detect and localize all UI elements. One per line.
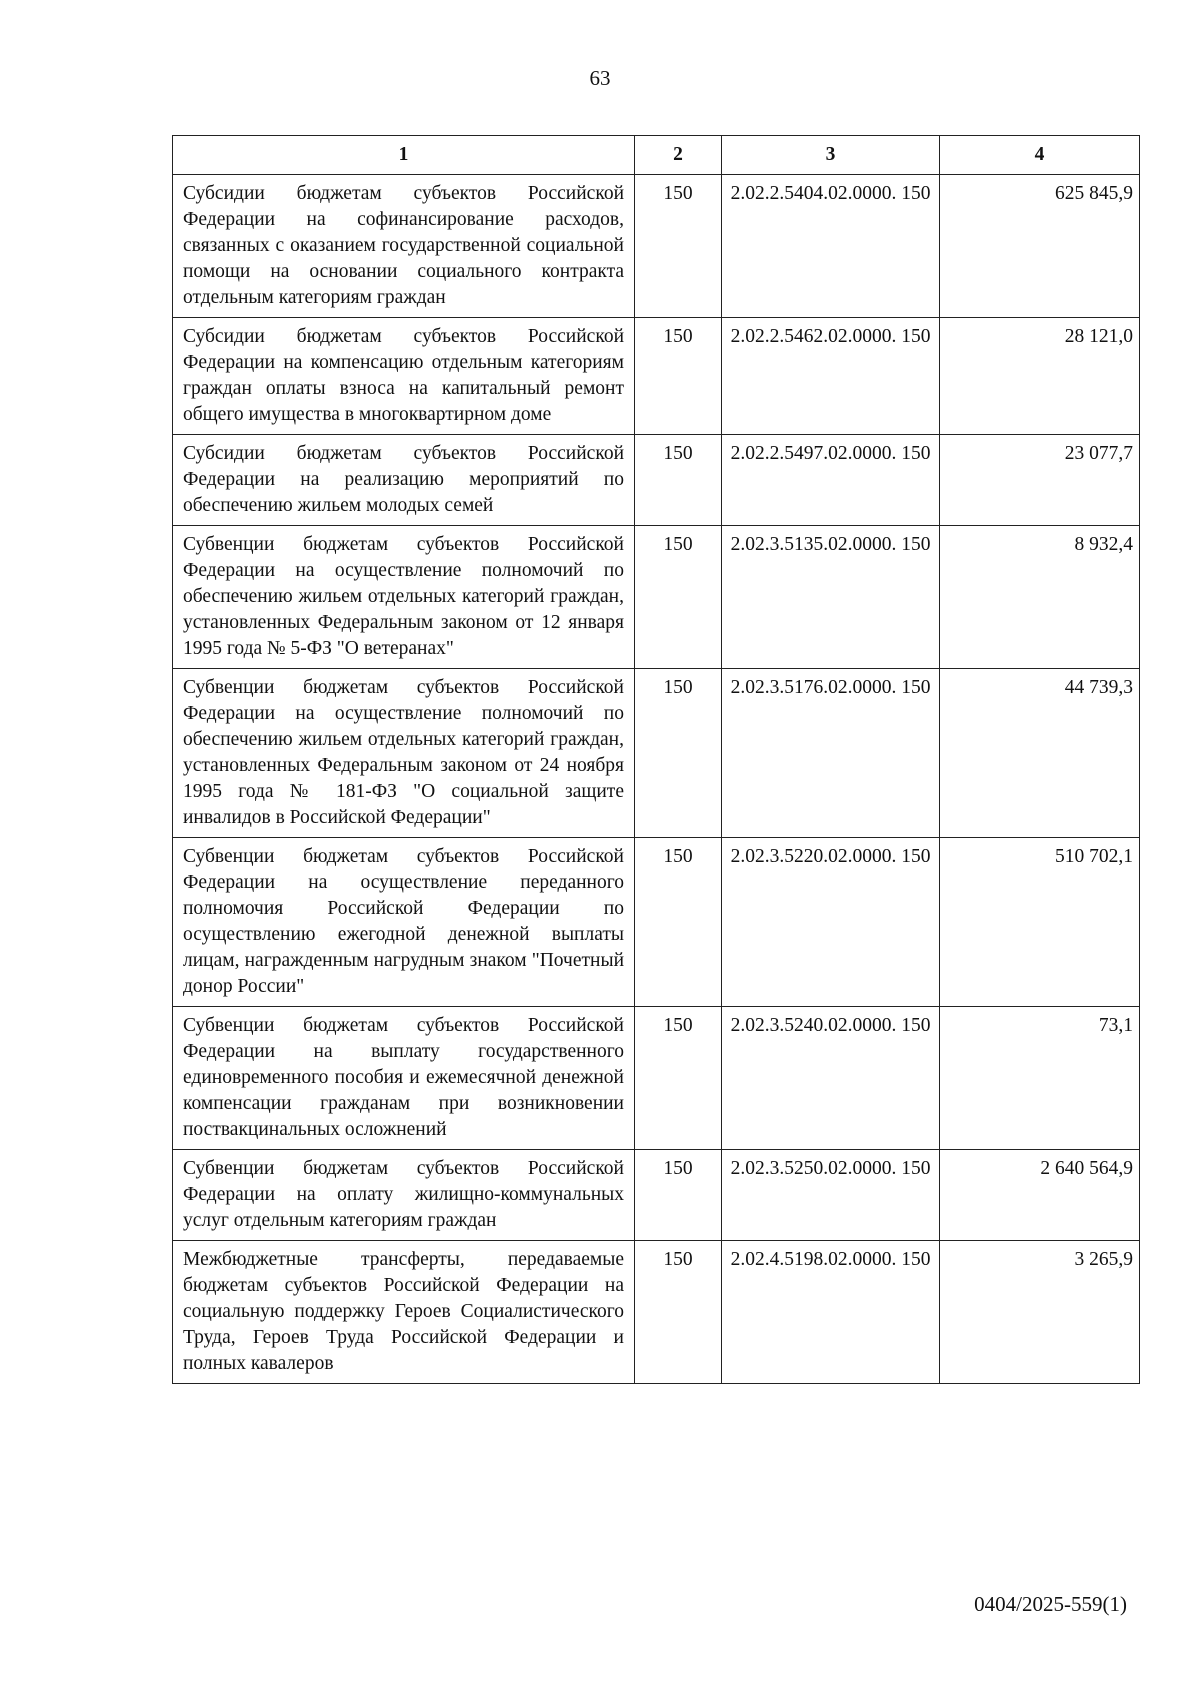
- row-amount: 8 932,4: [940, 526, 1140, 669]
- table-row: [173, 1150, 1140, 1241]
- row-type: 150: [635, 435, 722, 526]
- row-amount: 73,1: [940, 1007, 1140, 1150]
- row-type: 150: [635, 318, 722, 435]
- row-name: Субсидии бюджетам субъектов Российской Федерации на компенсацию отдельным категориям граждан оплаты взноса на капитальный ремонт общего имущества в многоквартирном доме: [173, 318, 635, 435]
- row-amount: 23 077,7: [940, 435, 1140, 526]
- row-name: Субвенции бюджетам субъектов Российской Федерации на осуществление полномочий по обеспечению жильем отдельных категорий граждан, установленных Федеральным законом от 12 января 1995 года № 5-ФЗ "О ветеранах": [173, 526, 635, 669]
- column-header-3: 3: [722, 136, 940, 175]
- row-name: Субсидии бюджетам субъектов Российской Федерации на софинансирование расходов, связанных с оказанием государственной социальной помощи на основании социального контракта отдельным категориям граждан: [173, 175, 635, 318]
- row-code: 2.02.3.5176.02.0000. 150: [722, 669, 940, 838]
- row-name: Субсидии бюджетам субъектов Российской Федерации на реализацию мероприятий по обеспечению жильем молодых семей: [173, 435, 635, 526]
- table-row: [173, 318, 1140, 435]
- table-row: [173, 175, 1140, 318]
- row-code: 2.02.4.5198.02.0000. 150: [722, 1241, 940, 1384]
- budget-table: [172, 135, 1140, 1384]
- row-name: Субвенции бюджетам субъектов Российской Федерации на осуществление переданного полномочия Российской Федерации по осуществлению ежегодной денежной выплаты лицам, награжденным нагрудным знаком "Почетный донор России": [173, 838, 635, 1007]
- row-code: 2.02.2.5462.02.0000. 150: [722, 318, 940, 435]
- table-row: [173, 838, 1140, 1007]
- table-header-row: [173, 136, 1140, 175]
- column-header-1: 1: [173, 136, 635, 175]
- table-row: [173, 669, 1140, 838]
- row-name: Субвенции бюджетам субъектов Российской Федерации на оплату жилищно-коммунальных услуг отдельным категориям граждан: [173, 1150, 635, 1241]
- row-type: 150: [635, 1241, 722, 1384]
- page-number: 63: [589, 66, 611, 90]
- column-header-2: 2: [635, 136, 722, 175]
- row-name: Субвенции бюджетам субъектов Российской Федерации на выплату государственного единовременного пособия и ежемесячной денежной компенсации гражданам при возникновении поствакцинальных осложнений: [173, 1007, 635, 1150]
- table-row: [173, 1007, 1140, 1150]
- row-amount: 510 702,1: [940, 838, 1140, 1007]
- table-row: [173, 526, 1140, 669]
- row-code: 2.02.2.5404.02.0000. 150: [722, 175, 940, 318]
- column-header-4: 4: [940, 136, 1140, 175]
- row-name: Субвенции бюджетам субъектов Российской Федерации на осуществление полномочий по обеспечению жильем отдельных категорий граждан, установленных Федеральным законом от 24 ноября 1995 года № 181-ФЗ "О социальной защите инвалидов в Российской Федерации": [173, 669, 635, 838]
- row-type: 150: [635, 838, 722, 1007]
- row-amount: 3 265,9: [940, 1241, 1140, 1384]
- document-registration-code: 0404/2025-559(1): [974, 1592, 1127, 1616]
- row-code: 2.02.3.5135.02.0000. 150: [722, 526, 940, 669]
- row-type: 150: [635, 1150, 722, 1241]
- row-amount: 44 739,3: [940, 669, 1140, 838]
- row-type: 150: [635, 175, 722, 318]
- row-code: 2.02.2.5497.02.0000. 150: [722, 435, 940, 526]
- row-name: Межбюджетные трансферты, передаваемые бюджетам субъектов Российской Федерации на социальную поддержку Героев Социалистического Труда, Героев Труда Российской Федерации и полных кавалеров: [173, 1241, 635, 1384]
- row-type: 150: [635, 669, 722, 838]
- row-code: 2.02.3.5240.02.0000. 150: [722, 1007, 940, 1150]
- table-row: [173, 435, 1140, 526]
- row-code: 2.02.3.5250.02.0000. 150: [722, 1150, 940, 1241]
- row-type: 150: [635, 1007, 722, 1150]
- row-amount: 625 845,9: [940, 175, 1140, 318]
- row-amount: 28 121,0: [940, 318, 1140, 435]
- table-row: [173, 1241, 1140, 1384]
- row-amount: 2 640 564,9: [940, 1150, 1140, 1241]
- row-code: 2.02.3.5220.02.0000. 150: [722, 838, 940, 1007]
- row-type: 150: [635, 526, 722, 669]
